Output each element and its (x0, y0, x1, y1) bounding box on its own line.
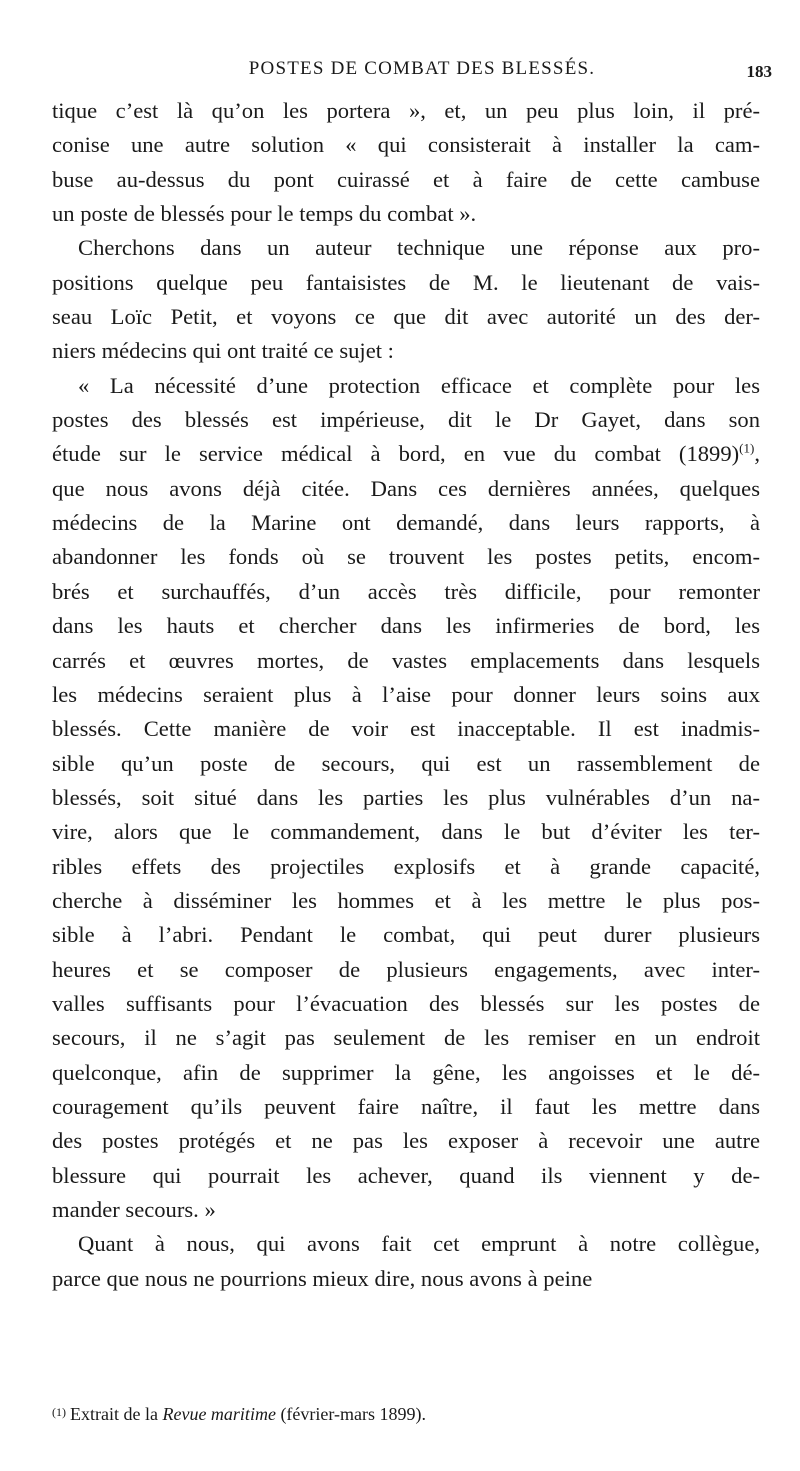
text-line: positions quelque peu fantaisistes de M. le lieutenant de vais- (52, 269, 760, 295)
body-text (52, 94, 760, 1296)
text-line: dans les hauts et chercher dans les infirmeries de bord, les (52, 613, 760, 639)
footnote-text-after: (février-mars 1899). (275, 1404, 427, 1424)
text-line: sible qu’un poste de secours, qui est un rassemblement de (52, 750, 760, 776)
text-line: ribles effets des projectiles explosifs et à grande capacité, (52, 853, 760, 879)
text-line: un poste de blessés pour le temps du combat ». (52, 201, 477, 227)
text-line: heures et se composer de plusieurs engagements, avec inter- (52, 956, 760, 982)
footnote-text-before: Extrait de la (70, 1404, 163, 1424)
page-header (52, 52, 772, 86)
footnote-marker: (1) (52, 1405, 66, 1419)
text-line: secours, il ne s’agit pas seulement de les remiser en un endroit (52, 1025, 760, 1051)
text-line: cherche à disséminer les hommes et à les mettre le plus pos- (52, 887, 760, 913)
text-line: blessés. Cette manière de voir est inacceptable. Il est inadmis- (52, 716, 760, 742)
text-line: niers médecins qui ont traité ce sujet : (52, 338, 394, 364)
text-line: buse au-dessus du pont cuirassé et à faire de cette cambuse (52, 166, 760, 192)
text-line: des postes protégés et ne pas les exposer à recevoir une autre (52, 1128, 760, 1154)
footnote (52, 1402, 760, 1426)
page-number: 183 (746, 62, 772, 81)
text-line: « La nécessité d’une protection efficace et complète pour les (78, 372, 760, 398)
footnote-reference: (1) (739, 440, 755, 456)
text-line: couragement qu’ils peuvent faire naître, il faut les mettre dans (52, 1093, 760, 1119)
text-line: postes des blessés est impérieuse, dit le Dr Gayet, dans son (52, 407, 760, 433)
text-line: conise une autre solution « qui consisterait à installer la cam- (52, 132, 760, 158)
text-line: médecins de la Marine ont demandé, dans leurs rapports, à (52, 510, 760, 536)
footnote-journal: Revue maritime (162, 1404, 276, 1424)
text-line: quelconque, afin de supprimer la gêne, les angoisses et le dé- (52, 1059, 760, 1085)
text-line: les médecins seraient plus à l’aise pour donner leurs soins aux (52, 681, 760, 707)
text-line: que nous avons déjà citée. Dans ces dernières années, quelques (52, 475, 760, 501)
running-title: POSTES DE COMBAT DES BLESSÉS. (248, 58, 596, 79)
text-line: vire, alors que le commandement, dans le but d’éviter les ter- (52, 819, 760, 845)
text-line: brés et surchauffés, d’un accès très difficile, pour remonter (52, 578, 760, 604)
text-line: étude sur le service médical à bord, en vue du combat (1899)$^{(1)}$, (52, 440, 760, 467)
text-line: mander secours. » (52, 1197, 216, 1222)
text-line: abandonner les fonds où se trouvent les postes petits, encom- (52, 544, 760, 570)
text-line: tique c’est là qu’on les portera », et, un peu plus loin, il pré- (52, 98, 760, 123)
text-line: carrés et œuvres mortes, de vastes emplacements dans lesquels (52, 647, 760, 673)
text-line: blessure qui pourrait les achever, quand ils viennent y de- (52, 1162, 760, 1188)
text-line: Quant à nous, qui avons fait cet emprunt à notre collègue, (78, 1231, 760, 1257)
text-line: blessés, soit situé dans les parties les plus vulnérables d’un na- (52, 784, 760, 810)
text-line: sible à l’abri. Pendant le combat, qui peut durer plusieurs (52, 922, 760, 948)
text-line: seau Loïc Petit, et voyons ce que dit avec autorité un des der- (52, 304, 760, 330)
text-line: valles suffisants pour l’évacuation des blessés sur les postes de (52, 990, 760, 1016)
text-line: parce que nous ne pourrions mieux dire, nous avons à peine (52, 1265, 593, 1291)
text-line: Cherchons dans un auteur technique une réponse aux pro- (78, 235, 760, 261)
